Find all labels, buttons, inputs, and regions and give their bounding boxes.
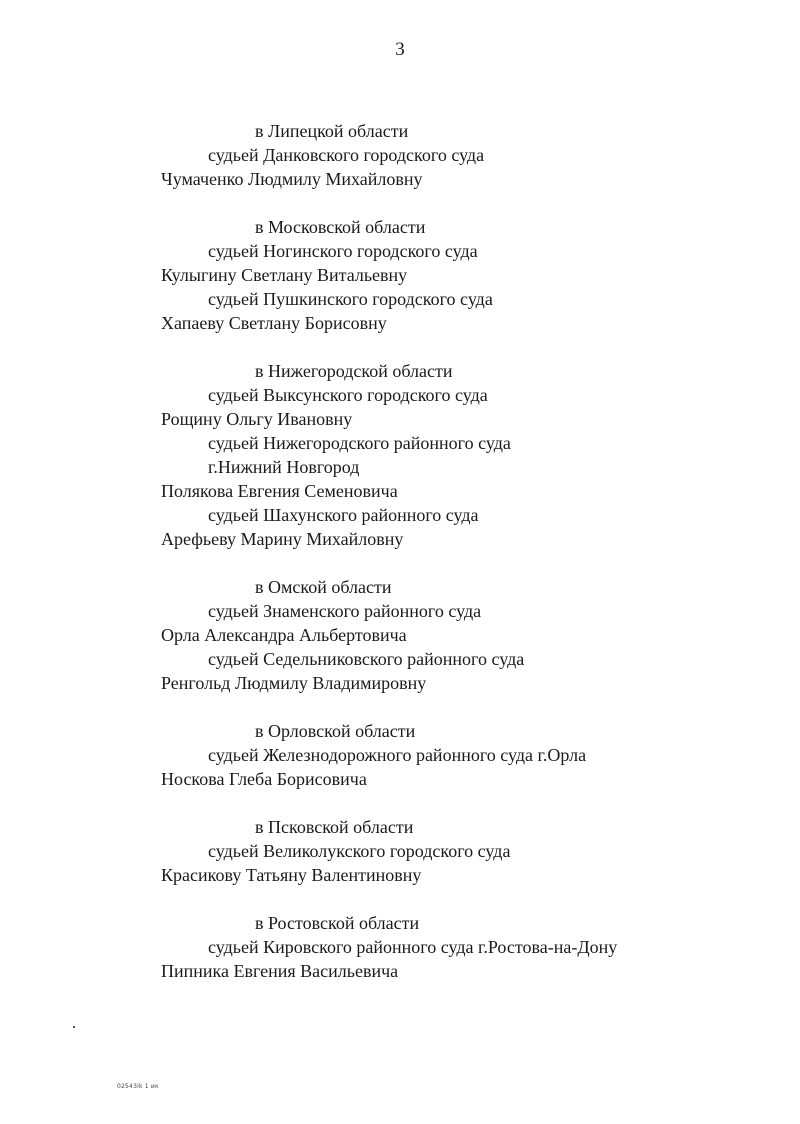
judge-name: Кулыгину Светлану Витальевну: [161, 265, 408, 285]
court-line: судьей Нижегородского районного суда: [208, 433, 511, 453]
court-line: судьей Великолукского городского суда: [208, 841, 511, 861]
judge-name: Арефьеву Марину Михайловну: [161, 529, 404, 549]
region-heading: в Псковской области: [255, 817, 414, 837]
region-heading: в Орловской области: [255, 721, 416, 741]
judge-name: Ренгольд Людмилу Владимировну: [161, 673, 427, 693]
region-heading: в Липецкой области: [255, 121, 409, 141]
region-section: [0, 215, 800, 335]
appointment-list: [0, 119, 800, 1007]
court-line: судьей Пушкинского городского суда: [208, 289, 493, 309]
scan-dot-mark: [73, 1026, 75, 1028]
court-line: судьей Седельниковского районного суда: [208, 649, 525, 669]
region-section: [0, 815, 800, 887]
judge-name: Орла Александра Альбертовича: [161, 625, 407, 645]
judge-name: Полякова Евгения Семеновича: [161, 481, 398, 501]
region-heading: в Омской области: [255, 577, 392, 597]
court-line: судьей Данковского городского суда: [208, 145, 485, 165]
region-section: [0, 719, 800, 791]
court-line: судьей Знаменского районного суда: [208, 601, 482, 621]
judge-name: Пипника Евгения Васильевича: [161, 961, 399, 981]
court-line: судьей Кировского районного суда г.Ростова-на-Дону: [208, 937, 618, 957]
region-section: [0, 575, 800, 695]
court-line: г.Нижний Новгород: [208, 457, 360, 477]
region-heading: в Московской области: [255, 217, 426, 237]
footer-document-code: 02543ik 1 ик: [117, 1083, 159, 1090]
judge-name: Носкова Глеба Борисовича: [161, 769, 367, 789]
region-section: [0, 359, 800, 551]
court-line: судьей Выксунского городского суда: [208, 385, 488, 405]
region-heading: в Нижегородской области: [255, 361, 453, 381]
page-number: 3: [395, 39, 405, 60]
judge-name: Рощину Ольгу Ивановну: [161, 409, 353, 429]
court-line: судьей Шахунского районного суда: [208, 505, 479, 525]
region-section: [0, 119, 800, 191]
judge-name: Хапаеву Светлану Борисовну: [161, 313, 387, 333]
region-section: [0, 911, 800, 983]
region-heading: в Ростовской области: [255, 913, 420, 933]
judge-name: Чумаченко Людмилу Михайловну: [161, 169, 423, 189]
judge-name: Красикову Татьяну Валентиновну: [161, 865, 422, 885]
court-line: судьей Железнодорожного районного суда г.Орла: [208, 745, 587, 765]
court-line: судьей Ногинского городского суда: [208, 241, 478, 261]
